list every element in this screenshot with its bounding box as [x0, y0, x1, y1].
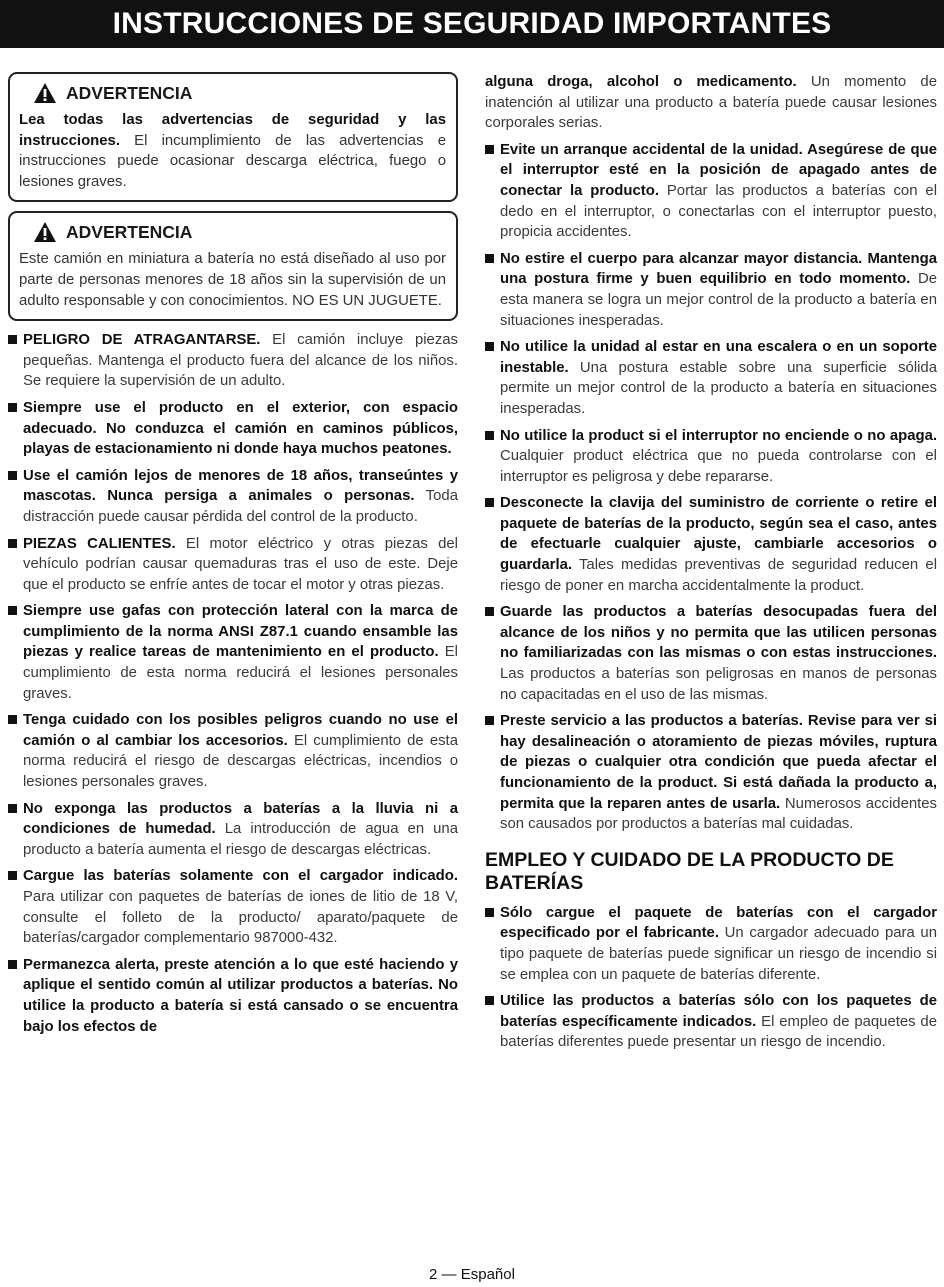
list-item: No estire el cuerpo para alcanzar mayor distancia. Mantenga una postura firme y buen equilibrio en todo momento. De esta manera se logra un mejor control de la producto a batería en situaciones inesperadas. [485, 249, 937, 331]
list-item: No utilice la unidad al estar en una escalera o en un soporte inestable. Una postura estable sobre una superficie sólida permite un mejor control de la producto a batería en situaciones inesperadas. [485, 337, 937, 419]
list-item: PIEZAS CALIENTES. El motor eléctrico y otras piezas del vehículo podrían causar quemaduras tras el uso de este. Deje que el producto se enfríe antes de tocar el motor y otras piezas. [8, 534, 458, 596]
list-item: Preste servicio a las productos a baterías. Revise para ver si hay desalineación o atoramiento de piezas móviles, ruptura de piezas o cualquier otra condición que pueda afectar el funcionamiento de la product. Si está dañada la producto a, permita que la reparen antes de usarla. Numerosos accidentes son causados por productos a baterías mal cuidadas. [485, 711, 937, 835]
list-item: Desconecte la clavija del suministro de corriente o retire el paquete de baterías de la producto, según sea el caso, antes de efectuarle cualquier ajuste, cambiarle accesorios o guardarla. Tales medidas preventivas de seguridad reducen el riesgo de poner en marcha accidentalmente la product. [485, 493, 937, 596]
page-footer: 2 — Español [429, 1266, 515, 1283]
list-item: Siempre use gafas con protección lateral con la marca de cumplimiento de la norma ANSI Z87.1 cuando ensamble las piezas y realice tareas de mantenimiento en el producto. El cumplimiento de esta norma reducirá el lesiones personales graves. [8, 601, 458, 704]
list-item: Permanezca alerta, preste atención a lo que esté haciendo y aplique el sentido común al utilizar productos a baterías. No utilice la producto a batería si está cansado o se encuentra bajo los efectos de [8, 955, 458, 1037]
warning-box-1 [8, 72, 458, 202]
list-item: No utilice la product si el interruptor no enciende o no apaga. Cualquier product eléctrica que no pueda controlarse con el interruptor es peligrosa y debe repararse. [485, 426, 937, 488]
list-item: No exponga las productos a baterías a la lluvia ni a condiciones de humedad. La introducción de agua en una producto a batería aumenta el riesgo de descargas eléctricas. [8, 799, 458, 861]
right-safety-list [485, 72, 937, 835]
warning-box-2 [8, 211, 458, 321]
section-heading: EMPLEO Y CUIDADO DE LA PRODUCTO DE BATERÍAS [485, 848, 894, 894]
list-item: Guarde las productos a baterías desocupadas fuera del alcance de los niños y no permita que las utilicen personas no familiarizadas con las mismas o con estas instrucciones. Las productos a baterías son peligrosas en manos de personas no capacitadas en el uso de las mismas. [485, 602, 937, 705]
list-item-continuation: alguna droga, alcohol o medicamento. Un momento de inatención al utilizar una producto a batería puede causar lesiones corporales serias. [485, 74, 937, 132]
list-item: Evite un arranque accidental de la unidad. Asegúrese de que el interruptor esté en la posición de apagado antes de conectar la producto. Portar las productos a baterías con el dedo en el interruptor, o conectarlas con el interruptor puesto, propicia accidentes. [485, 140, 937, 243]
warning-triangle-icon [33, 82, 57, 104]
warning-text: Lea todas las advertencias de seguridad y las instrucciones. El incumplimiento de las advertencias e instrucciones puede ocasionar descarga eléctrica, fuego o lesiones graves. [19, 112, 446, 190]
list-item: Siempre use el producto en el exterior, con espacio adecuado. No conduzca el camión en caminos públicos, playas de estacionamiento ni donde haya muchos peatones. [8, 398, 458, 460]
warning-triangle-icon [33, 221, 57, 243]
list-item: PELIGRO DE ATRAGANTARSE. El camión incluye piezas pequeñas. Mantenga el producto fuera del alcance de los niños. Se requiere la supervisión de un adulto. [8, 330, 458, 392]
list-item: Cargue las baterías solamente con el cargador indicado. Para utilizar con paquetes de baterías de iones de litio de 18 V, consulte el folleto de la producto/ aparato/paquete de baterías/cargador complementario 987000-432. [8, 866, 458, 948]
left-column [8, 72, 458, 1043]
warning-heading: ADVERTENCIA [66, 83, 193, 103]
warning-text: Este camión en miniatura a batería no está diseñado al uso por parte de personas menores de 18 años sin la supervisión de un adulto responsable y con conocimientos. NO ES UN JUGUETE. [19, 251, 446, 309]
list-item: Use el camión lejos de menores de 18 años, transeúntes y mascotas. Nunca persiga a animales o personas. Toda distracción puede causar pérdida del control de la producto. [8, 466, 458, 528]
list-item: Tenga cuidado con los posibles peligros cuando no use el camión o al cambiar los accesorios. El cumplimiento de esta norma reducirá el riesgo de descargas eléctricas, incendios o lesiones personales graves. [8, 710, 458, 792]
right-column [485, 72, 937, 1059]
page-title: INSTRUCCIONES DE SEGURIDAD IMPORTANTES [0, 0, 944, 48]
warning-heading: ADVERTENCIA [66, 222, 193, 243]
battery-care-list [485, 903, 937, 1053]
list-item: Utilice las productos a baterías sólo con los paquetes de baterías específicamente indicados. El empleo de paquetes de baterías diferentes puede presentar un riesgo de incendio. [485, 991, 937, 1053]
left-safety-list [8, 330, 458, 1037]
list-item: Sólo cargue el paquete de baterías con el cargador especificado por el fabricante. Un cargador adecuado para un tipo paquete de baterías puede significar un riesgo de incendio si se emplea con un paquete de baterías diferente. [485, 903, 937, 985]
